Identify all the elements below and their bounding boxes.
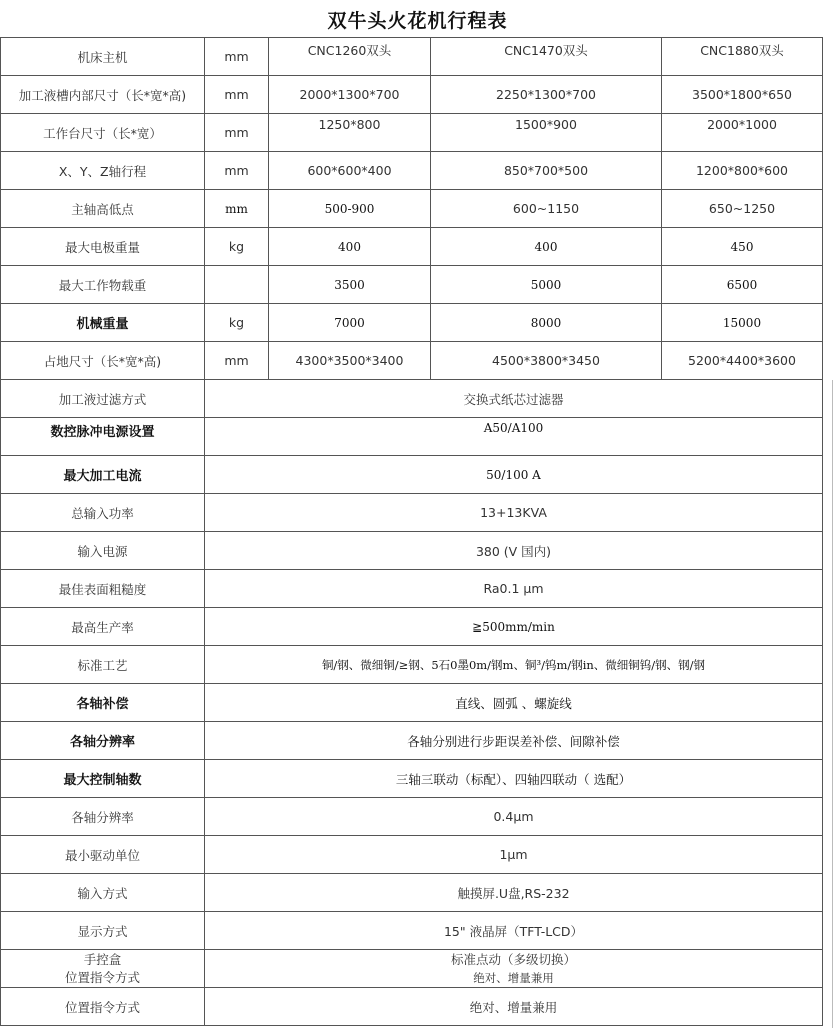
value-cell: 2000*1000: [662, 114, 823, 152]
value-cell: 15000: [662, 304, 823, 342]
table-row: [1, 874, 823, 912]
value-cell: 6500: [662, 266, 823, 304]
spec-table: [0, 37, 823, 1026]
model-cell: CNC1880双头: [662, 38, 823, 76]
table-row: [1, 988, 823, 1026]
table-row: [1, 418, 823, 456]
table-row: [1, 304, 823, 342]
row-label: 输入方式: [1, 874, 205, 912]
spec-value: 各轴分别进行步距误差补偿、间隙补偿: [205, 722, 823, 760]
spec-value: 三轴三联动（标配）、四轴四联动（ 选配）: [205, 760, 823, 798]
value-cell: 400: [269, 228, 431, 266]
unit-cell: mm: [205, 152, 269, 190]
model-cell: CNC1470双头: [431, 38, 662, 76]
table-row: [1, 342, 823, 380]
spec-value: 触摸屏.U盘,RS-232: [205, 874, 823, 912]
spec-value-stacked: [205, 950, 823, 988]
row-label: 总输入功率: [1, 494, 205, 532]
row-label: 最高生产率: [1, 608, 205, 646]
row-label: 显示方式: [1, 912, 205, 950]
row-label: 机械重量: [1, 304, 205, 342]
row-label: 手控盒: [83, 951, 122, 967]
row-label: 加工液过滤方式: [1, 380, 205, 418]
value-cell: 850*700*500: [431, 152, 662, 190]
spec-value: 交换式纸芯过滤器: [205, 380, 823, 418]
row-label: 最大电极重量: [1, 228, 205, 266]
table-row: [1, 836, 823, 874]
table-row: [1, 38, 823, 76]
row-label: 占地尺寸（长*宽*高): [1, 342, 205, 380]
model-cell: CNC1260双头: [269, 38, 431, 76]
value-cell: 500-900: [269, 190, 431, 228]
spec-value: 直线、圆弧 、螺旋线: [205, 684, 823, 722]
row-label: 各轴分辨率: [1, 722, 205, 760]
value-cell: 8000: [431, 304, 662, 342]
value-cell: 600*600*400: [269, 152, 431, 190]
spec-value: 13+13KVA: [205, 494, 823, 532]
value-cell: 3500: [269, 266, 431, 304]
row-label: 最大加工电流: [1, 456, 205, 494]
value-cell: 1200*800*600: [662, 152, 823, 190]
row-label: 数控脉冲电源设置: [1, 418, 205, 456]
value-cell: 2000*1300*700: [269, 76, 431, 114]
value-cell: 3500*1800*650: [662, 76, 823, 114]
table-row: [1, 950, 823, 988]
unit-cell: mm: [205, 38, 269, 76]
spec-value: 铜/钢、微细铜/≥钢、5石0墨0m/钢m、铜³/钨m/钢in、微细铜钨/钢、钢/钢: [205, 646, 823, 684]
row-label: 最小驱动单位: [1, 836, 205, 874]
unit-cell: mm: [205, 190, 269, 228]
unit-cell: mm: [205, 76, 269, 114]
row-label: 各轴补偿: [1, 684, 205, 722]
spec-value: Ra0.1 μm: [205, 570, 823, 608]
row-label: 加工液槽内部尺寸（长*宽*高): [1, 76, 205, 114]
row-label: X、Y、Z轴行程: [1, 152, 205, 190]
spec-value: 绝对、增量兼用: [205, 988, 823, 1026]
row-label: 最佳表面粗糙度: [1, 570, 205, 608]
table-row: [1, 456, 823, 494]
table-row: [1, 912, 823, 950]
row-label: 位置指令方式: [1, 988, 205, 1026]
row-label: 标准工艺: [1, 646, 205, 684]
spec-value: 绝对、增量兼用: [473, 970, 554, 985]
spec-table-wrapper: [0, 37, 822, 1026]
row-label-stacked: [1, 950, 205, 988]
value-cell: 5200*4400*3600: [662, 342, 823, 380]
row-label: 各轴分辨率: [1, 798, 205, 836]
row-label: 输入电源: [1, 532, 205, 570]
spec-value: 标准点动（多级切换）: [450, 951, 576, 967]
value-cell: 5000: [431, 266, 662, 304]
table-row: [1, 266, 823, 304]
table-row: [1, 190, 823, 228]
spec-value: A50/A100: [205, 418, 823, 456]
value-cell: 400: [431, 228, 662, 266]
value-cell: 1500*900: [431, 114, 662, 152]
row-label: 机床主机: [1, 38, 205, 76]
row-label: 最大控制轴数: [1, 760, 205, 798]
value-cell: 2250*1300*700: [431, 76, 662, 114]
spec-value: 50/100 A: [205, 456, 823, 494]
row-label: 主轴高低点: [1, 190, 205, 228]
right-edge-divider: [832, 380, 833, 1028]
table-row: [1, 798, 823, 836]
value-cell: 7000: [269, 304, 431, 342]
row-label: 最大工作物载重: [1, 266, 205, 304]
spec-value: 1μm: [205, 836, 823, 874]
page-title: 双牛头火花机行程表: [327, 10, 508, 32]
row-label: 位置指令方式: [64, 969, 140, 985]
table-row: [1, 114, 823, 152]
value-cell: 4500*3800*3450: [431, 342, 662, 380]
table-row: [1, 684, 823, 722]
spec-value: ≧500mm/min: [205, 608, 823, 646]
table-row: [1, 760, 823, 798]
spec-value: 15" 液晶屏（TFT-LCD）: [205, 912, 823, 950]
table-row: [1, 570, 823, 608]
row-label: 工作台尺寸（长*宽）: [1, 114, 205, 152]
table-row: [1, 228, 823, 266]
unit-cell: [205, 266, 269, 304]
unit-cell: kg: [205, 228, 269, 266]
table-row: [1, 494, 823, 532]
spec-value: 0.4μm: [205, 798, 823, 836]
table-row: [1, 76, 823, 114]
table-row: [1, 532, 823, 570]
unit-cell: mm: [205, 114, 269, 152]
unit-cell: mm: [205, 342, 269, 380]
table-row: [1, 646, 823, 684]
value-cell: 450: [662, 228, 823, 266]
table-row: [1, 380, 823, 418]
table-row: [1, 152, 823, 190]
unit-cell: kg: [205, 304, 269, 342]
table-row: [1, 608, 823, 646]
value-cell: 600~1150: [431, 190, 662, 228]
value-cell: 650~1250: [662, 190, 823, 228]
value-cell: 4300*3500*3400: [269, 342, 431, 380]
value-cell: 1250*800: [269, 114, 431, 152]
spec-value: 380 (V 国内): [205, 532, 823, 570]
table-row: [1, 722, 823, 760]
